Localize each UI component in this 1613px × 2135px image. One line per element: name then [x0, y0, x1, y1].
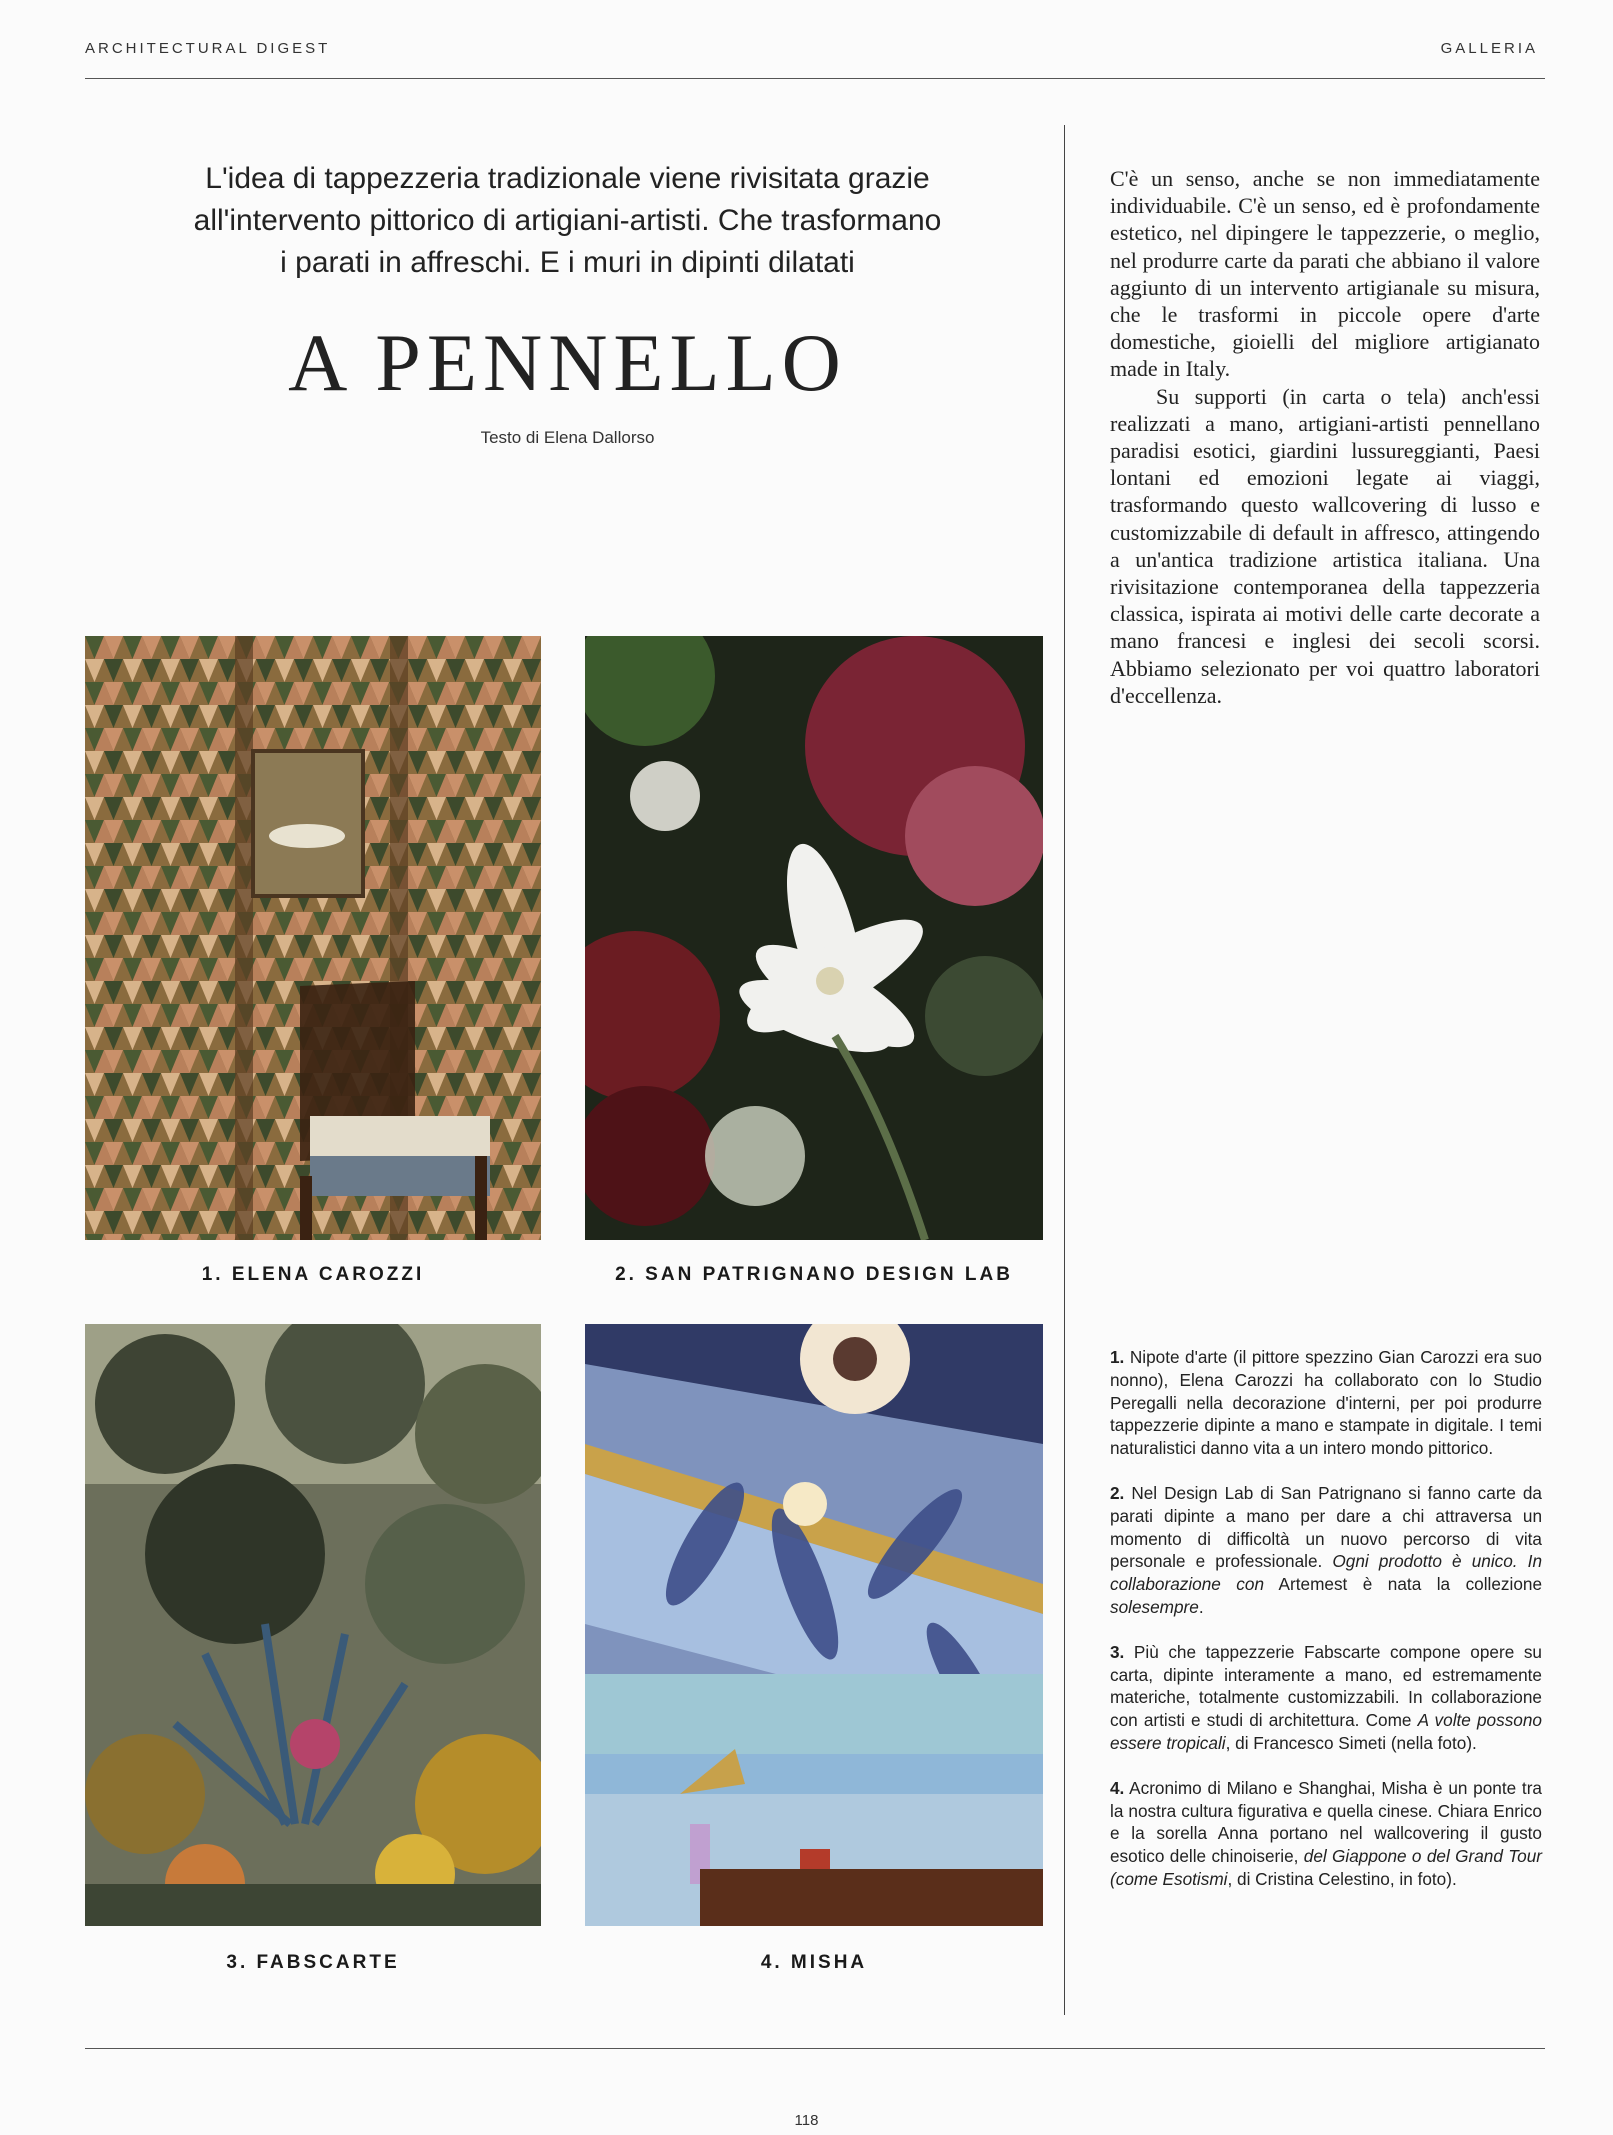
- top-rule: [85, 78, 1545, 79]
- photo-notes: [1110, 1346, 1542, 1913]
- note-text: , di Francesco Simeti (nella foto).: [1225, 1732, 1477, 1753]
- note-italic: Ogni prodotto è unico. In collaborazione con: [1110, 1551, 1543, 1595]
- subtitle-line: i parati in affreschi. E i muri in dipinti dilatati: [280, 246, 855, 279]
- article-title: A PENNELLO: [288, 317, 847, 408]
- note-italic: del Giappone o del Grand Tour (come Esotismi: [1110, 1846, 1542, 1889]
- intro-paragraph: Su supporti (in carta o tela) anch'essi realizzati a mano, artigiani-artisti pennellano paradisi esotici, giardini lussureggianti, Paesi lontani ed emozioni legate ai viaggi, trasformando questo wallcovering di lusso e customizzabile di default in affresco, attingendo a un'antica tradizione artistica italiana. Una rivisitazione contemporanea della tappezzeria classica, ispirata ai motivi delle carte decorate a mano francesi e inglesi dei secoli scorsi. Abbiamo selezionato per voi quattro laboratori d'eccellenza.: [1110, 383, 1540, 708]
- note-text: .: [1198, 1596, 1204, 1617]
- note-italic: A volte possono essere tropicali: [1110, 1710, 1542, 1753]
- note-italic: solesempre: [1110, 1596, 1199, 1617]
- magazine-name: ARCHITECTURAL DIGEST: [85, 40, 331, 57]
- photo-san-patrignano: [585, 636, 1043, 1240]
- note-number: 2.: [1110, 1482, 1125, 1503]
- page-number: 118: [794, 2112, 819, 2129]
- caption-4: 4. MISHA: [760, 1952, 868, 1973]
- note-text: , di Cristina Celestino, in foto).: [1227, 1868, 1457, 1889]
- photo-fabscarte: [85, 1324, 541, 1926]
- caption-2: 2. SAN PATRIGNANO DESIGN LAB: [615, 1264, 1013, 1285]
- photo-misha: [585, 1324, 1043, 1926]
- column-divider: [1064, 125, 1065, 2015]
- article-byline: Testo di Elena Dallorso: [480, 428, 655, 447]
- photo-elena-carozzi: [85, 636, 541, 1240]
- note-number: 3.: [1110, 1641, 1125, 1662]
- note-text: Acronimo di Milano e Shanghai, Misha è un ponte tra la nostra cultura figurativa e quella cinese. Chiara Enrico e la sorella Anna portano nel wallcovering il gusto esotico delle chinoiserie,: [1110, 1777, 1542, 1867]
- intro-paragraph: C'è un senso, anche se non immediatamente individuabile. C'è un senso, ed è profondamente estetico, nel dipingere le tappezzerie, o meglio, nel produrre carte da parati che abbiano il valore aggiunto di un intervento artigianale su misura, che le trasformi in piccole opere d'arte domestiche, gioielli del migliore artigianato made in Italy.: [1110, 166, 1540, 382]
- note-1: [1110, 1346, 1542, 1460]
- intro-text: [1110, 165, 1540, 709]
- section-name: GALLERIA: [1440, 40, 1538, 57]
- note-text: Artemest è nata la collezione: [1278, 1574, 1543, 1595]
- note-number: 1.: [1110, 1347, 1125, 1367]
- note-text: Più che tappezzerie Fabscarte compone opere su carta, dipinte interamente a mano, ed estremamente materiche, totalmente customizzabili. In collaborazione con artisti e studi di architettura. Come: [1110, 1641, 1542, 1731]
- article-subtitle: [95, 158, 1040, 284]
- subtitle-line: L'idea di tappezzeria tradizionale viene rivisitata grazie: [205, 162, 930, 195]
- note-number: 4.: [1110, 1777, 1125, 1798]
- caption-3: 3. FABSCARTE: [226, 1952, 400, 1973]
- caption-1: 1. ELENA CAROZZI: [201, 1264, 425, 1285]
- note-text: Nipote d'arte (il pittore spezzino Gian Carozzi era suo nonno), Elena Carozzi ha collaborato con lo Studio Peregalli nella decorazione d'interni, per poi produrre tappezzerie dipinte a mano e stampate in digitale. I temi naturalistici danno vita a un intero mondo pittorico.: [1110, 1347, 1542, 1459]
- note-4: [1110, 1777, 1542, 1891]
- subtitle-line: all'intervento pittorico di artigiani-artisti. Che trasformano: [193, 204, 942, 237]
- note-text: Nel Design Lab di San Patrignano si fanno carte da parati dipinte a mano per dare a chi attraversa un momento di difficoltà un nuovo percorso di vita personale e professionale.: [1110, 1482, 1542, 1572]
- note-3: [1110, 1641, 1542, 1755]
- bottom-rule: [85, 2048, 1545, 2049]
- note-2: [1110, 1482, 1542, 1619]
